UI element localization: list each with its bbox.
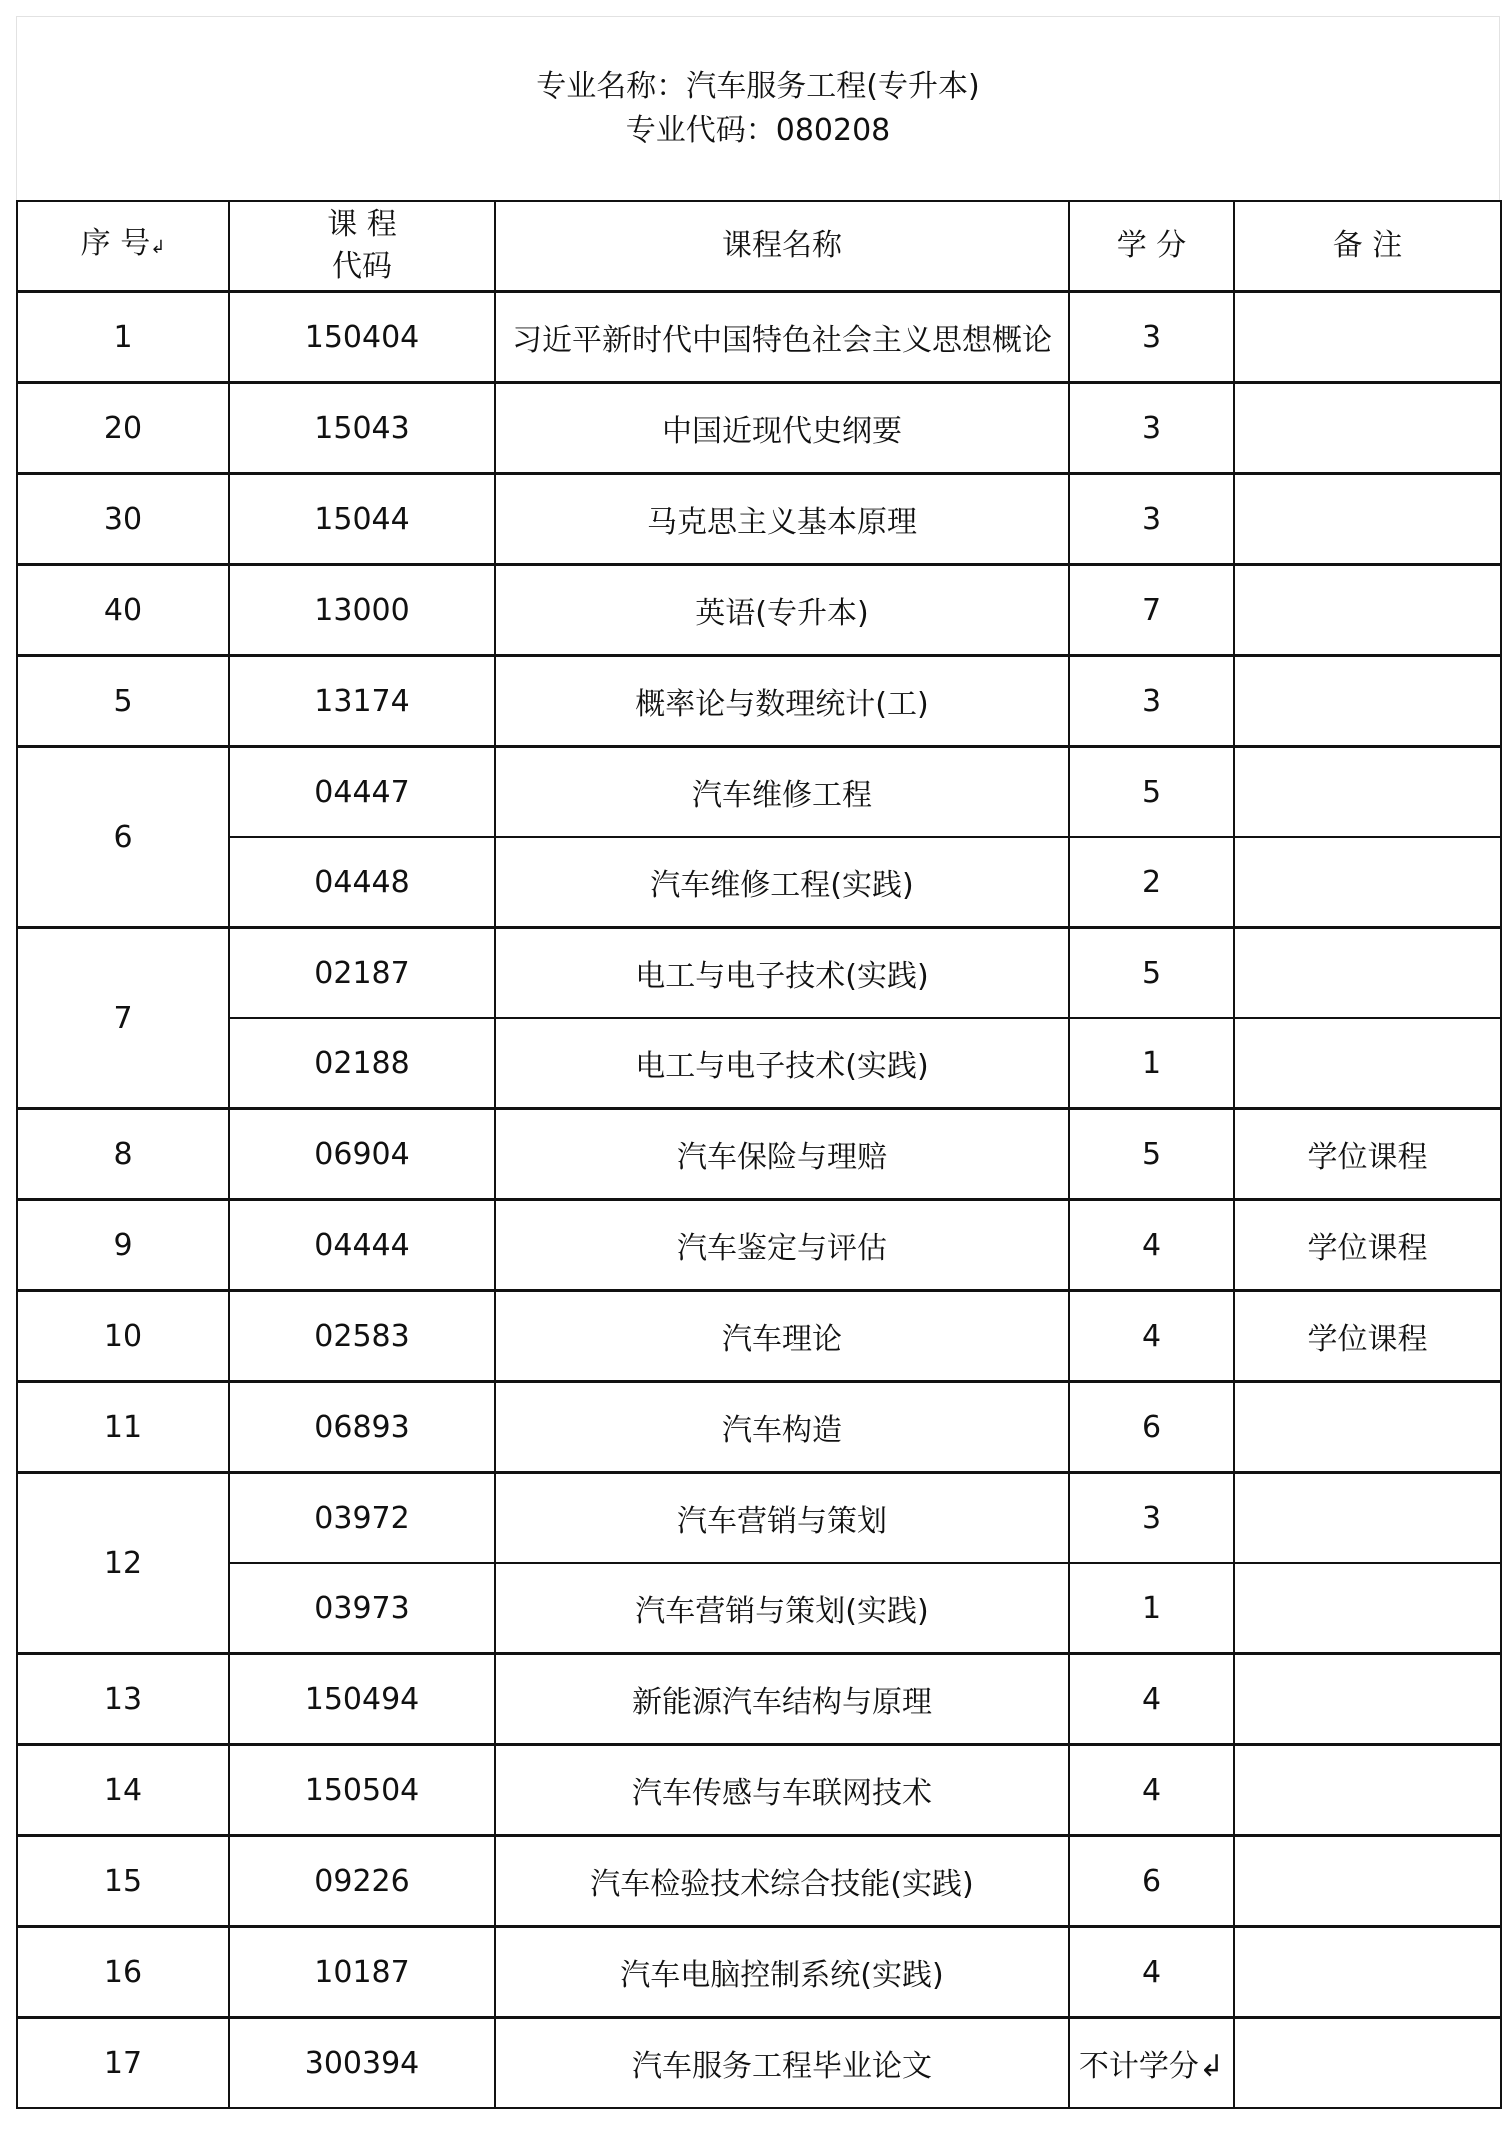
cell-seq: 9 <box>17 1200 229 1291</box>
table-row <box>17 1836 1501 1927</box>
cell-credit: 不计学分↲ <box>1069 2018 1234 2109</box>
cell-name: 马克思主义基本原理 <box>495 474 1069 565</box>
cell-code: 10187 <box>229 1927 495 2018</box>
cell-remark <box>1234 1563 1501 1654</box>
cell-credit: 4 <box>1069 1745 1234 1836</box>
col-header-seq: 序 号↲ <box>17 201 229 292</box>
table-row <box>17 2018 1501 2109</box>
cell-remark <box>1234 1018 1501 1109</box>
cell-remark <box>1234 1927 1501 2018</box>
table-row <box>17 1291 1501 1382</box>
cell-credit: 3 <box>1069 383 1234 474</box>
cell-code: 06904 <box>229 1109 495 1200</box>
cell-name: 汽车维修工程(实践) <box>495 837 1069 928</box>
cell-seq: 11 <box>17 1382 229 1473</box>
table-row <box>17 656 1501 747</box>
cell-seq: 1 <box>17 292 229 383</box>
cell-remark: 学位课程 <box>1234 1291 1501 1382</box>
cell-code: 15044 <box>229 474 495 565</box>
cell-code: 300394 <box>229 2018 495 2109</box>
cell-remark <box>1234 383 1501 474</box>
cell-seq: 20 <box>17 383 229 474</box>
table-row <box>17 1473 1501 1564</box>
table-row <box>17 1745 1501 1836</box>
table-row <box>17 383 1501 474</box>
document-title-block <box>16 16 1500 200</box>
cell-credit: 7 <box>1069 565 1234 656</box>
cell-name: 汽车电脑控制系统(实践) <box>495 1927 1069 2018</box>
cell-name: 汽车理论 <box>495 1291 1069 1382</box>
cell-credit: 6 <box>1069 1382 1234 1473</box>
cell-code: 02187 <box>229 928 495 1019</box>
table-row <box>17 1109 1501 1200</box>
cell-seq: 8 <box>17 1109 229 1200</box>
cell-name: 汽车营销与策划(实践) <box>495 1563 1069 1654</box>
cell-remark <box>1234 1473 1501 1564</box>
major-code: 专业代码：080208 <box>625 112 891 148</box>
col-header-name: 课程名称 <box>495 201 1069 292</box>
cell-seq: 17 <box>17 2018 229 2109</box>
cell-credit: 1 <box>1069 1563 1234 1654</box>
cell-seq: 7 <box>17 928 229 1109</box>
table-row <box>17 474 1501 565</box>
cell-name: 中国近现代史纲要 <box>495 383 1069 474</box>
cell-seq: 16 <box>17 1927 229 2018</box>
cell-name: 电工与电子技术(实践) <box>495 1018 1069 1109</box>
table-row <box>17 747 1501 838</box>
cell-credit: 3 <box>1069 474 1234 565</box>
table-row <box>17 1927 1501 2018</box>
table-row <box>17 292 1501 383</box>
cell-name: 英语(专升本) <box>495 565 1069 656</box>
cell-seq: 14 <box>17 1745 229 1836</box>
cell-code: 02583 <box>229 1291 495 1382</box>
cell-code: 09226 <box>229 1836 495 1927</box>
cell-remark <box>1234 1382 1501 1473</box>
col-header-remark: 备 注 <box>1234 201 1501 292</box>
cell-remark: 学位课程 <box>1234 1109 1501 1200</box>
cell-remark <box>1234 1745 1501 1836</box>
table-header-row <box>17 201 1501 292</box>
cell-credit: 1 <box>1069 1018 1234 1109</box>
table-row <box>17 1654 1501 1745</box>
cell-code: 150504 <box>229 1745 495 1836</box>
cell-seq: 40 <box>17 565 229 656</box>
cell-remark <box>1234 928 1501 1019</box>
cell-credit: 4 <box>1069 1654 1234 1745</box>
cell-name: 新能源汽车结构与原理 <box>495 1654 1069 1745</box>
cell-code: 150494 <box>229 1654 495 1745</box>
cell-remark <box>1234 837 1501 928</box>
cell-name: 汽车传感与车联网技术 <box>495 1745 1069 1836</box>
cell-credit: 4 <box>1069 1927 1234 2018</box>
table-row <box>17 1382 1501 1473</box>
table-row <box>17 1018 1501 1109</box>
cell-remark <box>1234 656 1501 747</box>
cell-seq: 5 <box>17 656 229 747</box>
table-row <box>17 928 1501 1019</box>
cell-code: 13174 <box>229 656 495 747</box>
col-header-credit: 学 分 <box>1069 201 1234 292</box>
cell-credit: 4 <box>1069 1291 1234 1382</box>
cell-remark <box>1234 1836 1501 1927</box>
cell-name: 汽车保险与理赔 <box>495 1109 1069 1200</box>
major-name: 专业名称：汽车服务工程(专升本) <box>536 68 980 104</box>
cell-code: 13000 <box>229 565 495 656</box>
course-table <box>16 200 1502 2109</box>
cell-remark <box>1234 292 1501 383</box>
cell-code: 15043 <box>229 383 495 474</box>
cell-credit: 2 <box>1069 837 1234 928</box>
cell-credit: 3 <box>1069 656 1234 747</box>
cell-code: 03972 <box>229 1473 495 1564</box>
cell-remark: 学位课程 <box>1234 1200 1501 1291</box>
cell-name: 汽车构造 <box>495 1382 1069 1473</box>
cell-credit: 5 <box>1069 1109 1234 1200</box>
cell-code: 03973 <box>229 1563 495 1654</box>
cell-remark <box>1234 747 1501 838</box>
cell-seq: 10 <box>17 1291 229 1382</box>
cell-credit: 4 <box>1069 1200 1234 1291</box>
cell-seq: 6 <box>17 747 229 928</box>
cell-name: 概率论与数理统计(工) <box>495 656 1069 747</box>
table-row <box>17 1563 1501 1654</box>
cell-seq: 12 <box>17 1473 229 1654</box>
cell-remark <box>1234 2018 1501 2109</box>
table-row <box>17 837 1501 928</box>
cell-name: 汽车维修工程 <box>495 747 1069 838</box>
cell-name: 汽车服务工程毕业论文 <box>495 2018 1069 2109</box>
cell-seq: 30 <box>17 474 229 565</box>
table-row <box>17 1200 1501 1291</box>
cell-credit: 6 <box>1069 1836 1234 1927</box>
cell-remark <box>1234 565 1501 656</box>
cell-code: 02188 <box>229 1018 495 1109</box>
cell-name: 汽车鉴定与评估 <box>495 1200 1069 1291</box>
cell-remark <box>1234 474 1501 565</box>
cell-code: 06893 <box>229 1382 495 1473</box>
cell-name: 汽车营销与策划 <box>495 1473 1069 1564</box>
cell-credit: 3 <box>1069 1473 1234 1564</box>
cell-remark <box>1234 1654 1501 1745</box>
cell-code: 04448 <box>229 837 495 928</box>
cell-code: 04447 <box>229 747 495 838</box>
cell-credit: 3 <box>1069 292 1234 383</box>
cell-code: 150404 <box>229 292 495 383</box>
cell-seq: 13 <box>17 1654 229 1745</box>
table-row <box>17 565 1501 656</box>
cell-credit: 5 <box>1069 928 1234 1019</box>
cell-name: 汽车检验技术综合技能(实践) <box>495 1836 1069 1927</box>
cell-name: 习近平新时代中国特色社会主义思想概论 <box>495 292 1069 383</box>
cell-credit: 5 <box>1069 747 1234 838</box>
cell-seq: 15 <box>17 1836 229 1927</box>
cell-name: 电工与电子技术(实践) <box>495 928 1069 1019</box>
cell-code: 04444 <box>229 1200 495 1291</box>
col-header-code: 课 程 代码 <box>229 201 495 292</box>
